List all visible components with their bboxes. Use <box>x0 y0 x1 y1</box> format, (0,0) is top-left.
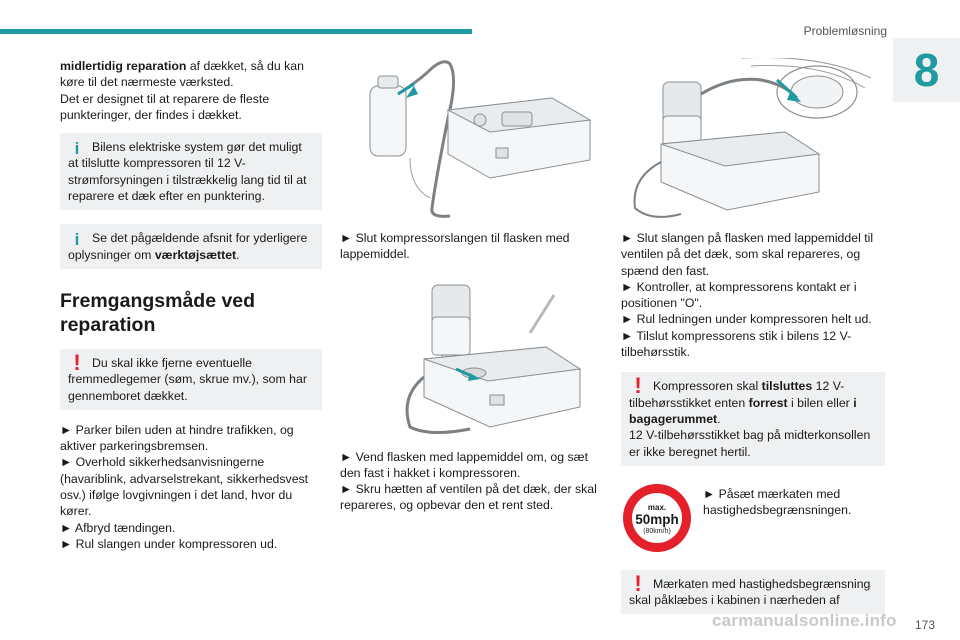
warning-note-sticker <box>621 570 885 615</box>
warn-text-pre: Kompressoren skal <box>653 379 762 394</box>
section-heading: Fremgangsmåde ved reparation <box>60 289 256 336</box>
warn-text-bold: tilsluttes <box>761 379 813 394</box>
step-item: ► Rul ledningen under kompressoren helt ud. <box>621 312 872 327</box>
step-item: ► Vend flasken med lappemiddel om, og sæt den fast i hakket i kompressoren. <box>340 449 588 480</box>
warning-icon: ! <box>634 373 642 399</box>
warn-text-bold: forrest <box>748 395 788 410</box>
step-item: ► Overhold sikkerhedsanvisningerne (havariblink, advarselstrekant, sikkerhedsvest osv.) ifølge lovgivningen i det land, hvor du kører. <box>60 455 309 519</box>
step-list <box>340 449 602 514</box>
warning-note-text <box>629 373 877 427</box>
warn-text-end: . <box>717 411 721 426</box>
step-item: ► Parker bilen uden at hindre trafikken, og aktiver parkeringsbremsen. <box>60 422 294 454</box>
warning-note-foreign-objects <box>60 349 322 410</box>
bottle-inverted-illustration <box>340 277 602 439</box>
chapter-title: Problemløsning <box>803 24 887 38</box>
sign-sub-text: (80km/h) <box>643 527 671 535</box>
warn-text-mid: i bilen eller <box>787 395 854 410</box>
warning-note-text-2: 12 V-tilbehørsstikket bag på midterkonsollen er ikke beregnet hertil. <box>629 428 871 459</box>
step-connect-hose: ► Slut kompressorslangen til flasken med lappemiddel. <box>340 231 570 262</box>
step-item: ► Tilslut kompressorens stik i bilens 12 V-tilbehørsstik. <box>621 328 852 360</box>
step-item: ► Afbryd tændingen. <box>60 520 176 535</box>
intro-line2: Det er designet til at reparere de fleste punkteringer, der findes i dækket. <box>60 91 270 122</box>
info-note-text: Bilens elektriske system gør det muligt at tilslutte kompressoren til 12 V-strømforsyningen i tilstrækkelig lang tid til at reparere et dæk efter en punktering. <box>68 140 307 204</box>
warning-note-text: Mærkaten med hastighedsbegrænsning skal påklæbes i kabinen i nærheden af <box>629 576 871 608</box>
step-item: ► Slut slangen på flasken med lappemiddel til ventilen på det dæk, som skal repareres, og spænd den fast. <box>621 231 874 278</box>
info-note-electrical <box>60 133 322 210</box>
sign-main-text: 50mph <box>635 511 679 527</box>
info-note-toolkit <box>60 224 322 269</box>
page-number: 173 <box>914 618 935 632</box>
warning-icon: ! <box>634 570 642 596</box>
warn-text-mid: 12 V-tilbehørsstikket enten <box>629 379 845 410</box>
sign-top-text: max. <box>647 502 667 512</box>
intro-paragraph <box>60 58 322 91</box>
info-icon: i <box>74 230 80 250</box>
chapter-number-tab: 8 <box>893 38 960 102</box>
intro-bold: midlertidig reparation <box>60 59 187 73</box>
column-1 <box>60 58 322 552</box>
header-accent-bar <box>0 29 472 34</box>
intro-rest: af dækket, så du kan køre til det nærmeste værksted. <box>60 59 304 90</box>
warning-icon: ! <box>73 349 81 375</box>
column-3 <box>621 58 885 614</box>
note-text-post: . <box>236 247 240 262</box>
step-list <box>621 230 885 360</box>
info-note-text <box>68 230 314 263</box>
step-item: ► Rul slangen under kompressoren ud. <box>60 536 278 551</box>
note-text-pre: Se det pågældende afsnit for yderligere oplysninger om <box>68 231 308 262</box>
info-icon: i <box>74 139 80 159</box>
column-2 <box>340 58 602 514</box>
compressor-hose-bottle-illustration <box>340 58 602 220</box>
watermark: carmanualsonline.info <box>712 611 897 630</box>
warning-note-text: Du skal ikke fjerne eventuelle fremmedlegemer (søm, skrue mv.), som har gennemboret dækket. <box>68 355 307 403</box>
warn-text-bold: i bagagerummet <box>629 395 857 426</box>
warning-note-socket <box>621 372 885 465</box>
hose-to-tyre-valve-illustration <box>621 58 885 220</box>
speed-limit-sticker-icon <box>621 482 693 554</box>
note-text-bold: værktøjsættet <box>154 247 237 262</box>
speed-sticker-row <box>621 482 885 562</box>
step-item: ► Kontroller, at kompressorens kontakt er i positionen "O". <box>621 279 857 311</box>
step-apply-sticker: ► Påsæt mærkaten med hastighedsbegrænsningen. <box>703 486 852 518</box>
step-item: ► Skru hætten af ventilen på det dæk, der skal repareres, og opbevar den et rent sted. <box>340 482 597 513</box>
step-list <box>60 422 322 552</box>
